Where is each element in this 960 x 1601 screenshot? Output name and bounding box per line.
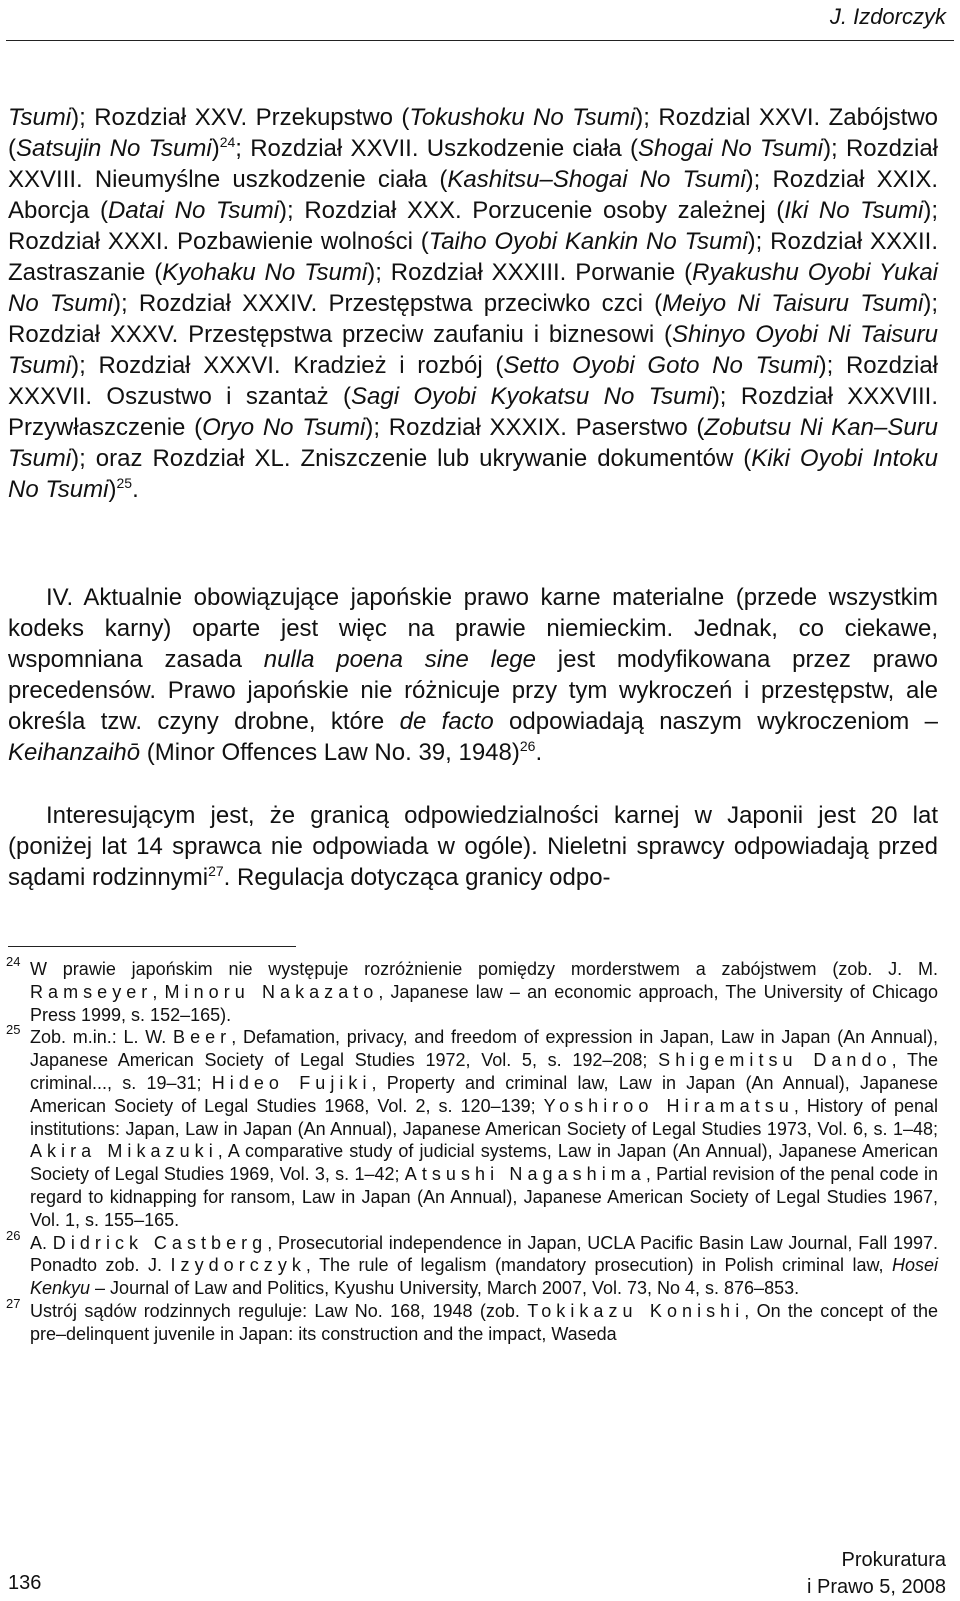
text-run: – Journal of Law and Politics, Kyushu University, March 2007, Vol. 73, No 4, s. 876–853. xyxy=(90,1278,800,1299)
body-paragraph-1 xyxy=(8,102,938,505)
text-run: Shogai No Tsumi xyxy=(638,135,824,162)
text-run: . xyxy=(535,739,543,766)
footnotes xyxy=(6,954,939,1346)
text-run: . xyxy=(132,476,139,503)
text-run: Setto Oyobi Goto No Tsumi xyxy=(503,352,819,379)
footnote-number: 25 xyxy=(6,1022,21,1038)
text-run: ); Rozdział XXIX. Aborcja ( xyxy=(8,166,938,224)
text-run: Hosei Kenkyu xyxy=(30,1255,938,1299)
footnote-text xyxy=(30,1027,938,1229)
text-run: , xyxy=(152,981,165,1002)
footnote-number: 26 xyxy=(6,1227,21,1243)
text-run: ); Rozdział XXXIX. Paserstwo ( xyxy=(365,414,705,441)
text-run: A. xyxy=(30,1232,53,1253)
text-run: , A comparative study of judicial systems, Law in Japan (An Annual), Japanese American Society of Legal Studies 1969, Vol. 3, s. 1–42; xyxy=(30,1141,938,1185)
author-name: Atsushi Nagashima xyxy=(404,1164,646,1185)
text-run: Keihanzaihō xyxy=(8,739,141,766)
text-run: ); Rozdział XXXVIII. Przywłaszczenie ( xyxy=(8,383,938,441)
text-run: Sagi Oyobi Kyokatsu No Tsumi xyxy=(351,383,712,410)
text-run: nulla poena sine lege xyxy=(263,646,536,673)
text-run: , Partial revision of the penal code in regard to kidnapping for ransom, Law in Japan (An Annual), Japanese American Society of Legal Studies 1967, Vol. 1, s. 155–165. xyxy=(30,1164,938,1230)
author-name: Yoshiroo Hiramatsu xyxy=(543,1095,794,1116)
header-rule xyxy=(6,40,954,41)
footnote-text xyxy=(30,959,938,1025)
text-run: ) xyxy=(211,135,220,162)
text-run: ); Rozdział XXX. Porzucenie osoby zależnej ( xyxy=(279,197,785,224)
text-run: Zobutsu Ni Kan–Suru Tsumi xyxy=(8,414,939,472)
footnote-ref: 24 xyxy=(219,134,236,150)
text-run: de facto xyxy=(399,708,494,735)
footnote-26 xyxy=(6,1227,939,1300)
author-name: Tokikazu Konishi xyxy=(527,1300,745,1321)
footnote-text xyxy=(30,1233,938,1299)
text-run: , Property and criminal law, Law in Japan (An Annual), Japanese American Society of Legal Studies 1968, Vol. 2, s. 120–139; xyxy=(30,1072,939,1116)
body-paragraph-3 xyxy=(8,800,938,893)
text-run: Kiki Oyobi Intoku No Tsumi xyxy=(8,445,938,503)
footnote-25 xyxy=(6,1022,939,1231)
author-name: Shigemitsu Dando xyxy=(658,1050,892,1071)
text-run: W prawie japońskim nie występuje rozróżnienie pomiędzy morderstwem a zabójstwem (zob. J. M. xyxy=(30,959,938,979)
journal-title: Prokuratura xyxy=(841,1549,946,1571)
text-run: odpowiadają naszym wykroczeniom – xyxy=(493,708,938,735)
author-name: Beer xyxy=(173,1027,232,1048)
running-header-author: J. Izdorczyk xyxy=(829,4,946,29)
text-run: , History of penal institutions: Japan, Law in Japan (An Annual), Japanese American Society of Legal Studies 1973, Vol. 6, s. 1–48; xyxy=(30,1095,939,1139)
text-run: ) xyxy=(108,476,117,503)
text-run: Taiho Oyobi Kankin No Tsumi xyxy=(428,228,748,255)
footnote-text xyxy=(30,1301,938,1344)
footnote-number: 27 xyxy=(6,1295,21,1311)
text-run: ); Rozdział XXXVII. Oszustwo i szantaż ( xyxy=(8,352,939,410)
text-run: IV. Aktualnie obowiązujące japońskie prawo karne materialne (przede wszystkim kodeks karny) oparte jest więc na prawie niemieckim. Jednak, co ciekawe, wspomniana zasada xyxy=(8,584,938,673)
text-run: Tokushoku No Tsumi xyxy=(409,104,636,131)
author-name: Hideo Fujiki xyxy=(211,1072,372,1093)
footnote-ref: 25 xyxy=(116,475,133,491)
journal-issue: i Prawo 5, 2008 xyxy=(807,1576,946,1598)
text-run: . Regulacja dotycząca granicy odpo- xyxy=(223,864,611,891)
footnote-27 xyxy=(6,1295,938,1346)
footnote-ref: 27 xyxy=(208,863,224,879)
text-run: Iki No Tsumi xyxy=(784,197,924,224)
text-run: ); oraz Rozdział XL. Zniszczenie lub ukrywanie dokumentów ( xyxy=(71,445,752,472)
page-number: 136 xyxy=(8,1572,42,1594)
author-name: Minoru Nakazato xyxy=(164,981,379,1002)
text-run: ); Rozdział XXXIII. Porwanie ( xyxy=(367,259,693,286)
author-name: Ramseyer xyxy=(30,981,153,1002)
text-run: Kyohaku No Tsumi xyxy=(162,259,368,286)
footnote-ref: 26 xyxy=(519,738,536,754)
text-run: ); Rozdział XXXII. Zastraszanie ( xyxy=(8,228,939,286)
text-run: , On the concept of the pre–delinquent juvenile in Japan: its construction and the impact, Waseda xyxy=(30,1300,938,1344)
footnote-24 xyxy=(6,954,938,1026)
text-run: ; Rozdział XXVII. Uszkodzenie ciała ( xyxy=(235,135,639,162)
text-run: Interesującym jest, że granicą odpowiedzialności karnej w Japonii jest 20 lat (poniżej lat 14 sprawca nie odpowiada w ogóle). Nieletni sprawcy odpowiadają przed sądami rodzinnymi xyxy=(8,802,938,891)
text-run: ); Rozdział XXVIII. Nieumyślne uszkodzenie ciała ( xyxy=(8,135,939,193)
text-run: Datai No Tsumi xyxy=(107,197,280,224)
text-run: , Prosecutorial independence in Japan, UCLA Pacific Basin Law Journal, Fall 1997. Ponadto zob. J. xyxy=(30,1232,939,1276)
text-run: Satsujin No Tsumi xyxy=(16,135,212,162)
text-run: Zob. m.in.: L. W. xyxy=(30,1027,174,1048)
text-run: Tsumi xyxy=(8,104,72,131)
text-run: Kashitsu–Shogai No Tsumi xyxy=(447,166,746,193)
author-name: Izydorczyk xyxy=(170,1255,306,1276)
text-run: ); Rozdział XXXI. Pozbawienie wolności ( xyxy=(8,197,938,255)
text-run: , Defamation, privacy, and freedom of expression in Japan, Law in Japan (An Annual), Japanese American Society of Legal Studies 1972, Vol. 5, s. 192–208; xyxy=(30,1027,938,1071)
footnote-separator xyxy=(8,946,296,947)
author-name: Akira Mikazuki xyxy=(30,1141,218,1162)
text-run: (Minor Offences Law No. 39, 1948) xyxy=(140,739,520,766)
text-run: Shinyo Oyobi Ni Taisuru Tsumi xyxy=(8,321,938,379)
text-run: Meiyo Ni Taisuru Tsumi xyxy=(662,290,924,317)
text-run: , The rule of legalism (mandatory prosecution) in Polish criminal law, xyxy=(305,1255,892,1276)
text-run: ); Rozdzial XXVI. Zabójstwo ( xyxy=(8,104,938,162)
text-run: jest modyfikowana przez prawo precedensów. Prawo japońskie nie różnicuje przy tym wykroczeń i przestępstw, ale określa tzw. czyny drobne, które xyxy=(8,646,938,735)
author-name: Didrick Castberg xyxy=(52,1232,268,1253)
footnote-number: 24 xyxy=(6,954,21,969)
text-run: , The criminal..., s. 19–31; xyxy=(30,1050,938,1093)
journal-name xyxy=(807,1547,946,1601)
text-run: ); Rozdział XXV. Przekupstwo ( xyxy=(71,104,410,131)
text-run: Oryo No Tsumi xyxy=(202,414,366,441)
text-run: Ryakushu Oyobi Yukai No Tsumi xyxy=(8,259,939,317)
text-run: ); Rozdział XXXV. Przestępstwa przeciw zaufaniu i biznesowi ( xyxy=(8,290,939,348)
text-run: ); Rozdział XXXIV. Przestępstwa przeciwko czci ( xyxy=(113,290,663,317)
text-run: Ustrój sądów rodzinnych reguluje: Law No. 168, 1948 (zob. xyxy=(30,1300,528,1321)
text-run: ); Rozdział XXXVI. Kradzież i rozbój ( xyxy=(71,352,504,379)
body-paragraph-2 xyxy=(8,582,938,768)
text-run: , Japanese law – an economic approach, The University of Chicago Press 1999, s. 152–165). xyxy=(30,981,938,1025)
